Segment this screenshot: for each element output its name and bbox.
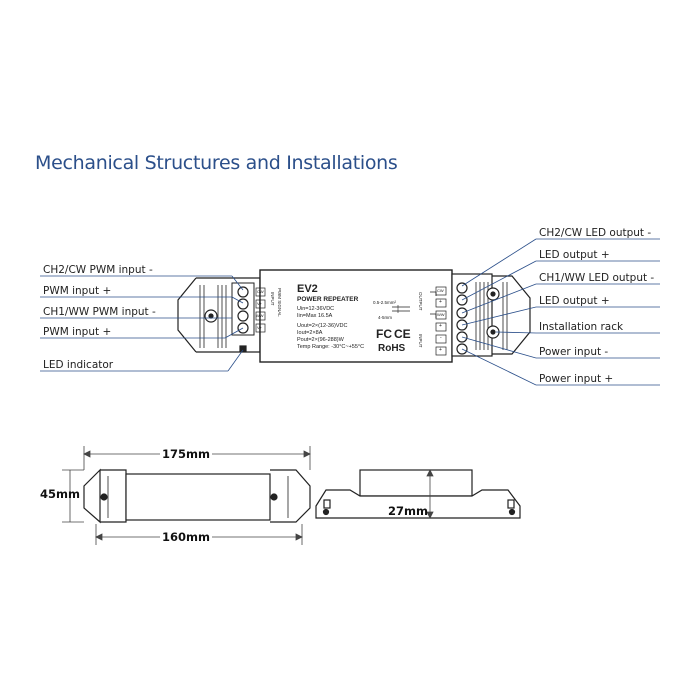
label-led-output-plus-1: LED output + [539,249,610,261]
right-terminal-1: + [439,299,442,305]
left-terminal-1: V+ [257,301,263,306]
rohs-mark: RoHS [378,343,406,354]
input-side-sub: PWM SIGNAL [277,288,282,317]
spec-line-0: Uin=12-36VDC [297,306,335,312]
strip-length: 4-5mm [378,315,393,320]
label-led-output-plus-2: LED output + [539,295,610,307]
spec-line-1: Iin=Max 16.5A [297,313,333,319]
dim-depth: 27mm [388,504,428,518]
output-side-label: OUTPUT [418,292,423,311]
dim-overall-length: 175mm [162,447,210,461]
ce-mark: CE [394,327,411,341]
label-pwm-input-plus-1: PWM input + [43,285,112,297]
device-name: POWER REPEATER [297,296,359,303]
spec-line-2: Uout=2×(12-36)VDC [297,323,348,329]
left-terminal-0: CW [257,289,264,294]
device-model: EV2 [297,283,318,295]
spec-line-3: Iout=2×8A [297,330,323,336]
spec-line-5: Temp Range: -30°C~+55°C [297,344,365,350]
label-installation-rack: Installation rack [539,321,624,333]
dim-body-length: 160mm [162,530,210,544]
label-ch1-pwm-input-minus: CH1/WW PWM input - [43,306,156,318]
label-led-indicator: LED indicator [43,359,114,371]
front-view-device [84,470,310,522]
spec-line-4: Pout=2×(96-288)W [297,337,344,343]
label-ch1-led-output-minus: CH1/WW LED output - [539,272,655,284]
label-power-input-plus: Power input + [539,373,614,385]
fc-mark: FC [376,327,392,341]
dim-height: 45mm [40,487,80,501]
right-terminal-3: + [439,323,442,329]
power-side-label: INPUT [418,334,423,348]
right-terminal-4: - [440,335,442,341]
page-title: Mechanical Structures and Installations [35,152,398,174]
right-terminal-0: CW [437,288,444,293]
label-ch2-led-output-minus: CH2/CW LED output - [539,227,652,239]
right-terminal-5: + [439,347,442,353]
label-power-input-minus: Power input - [539,346,609,358]
left-terminal-3: V+ [257,325,263,330]
label-ch2-pwm-input-minus: CH2/CW PWM input - [43,264,153,276]
wire-gauge: 0.5-2.5mm² [373,300,397,305]
left-terminal-2: WW [256,313,264,318]
right-terminal-2: WW [437,312,445,317]
input-side-label: INPUT [270,292,275,306]
label-pwm-input-plus-2: PWM input + [43,326,112,338]
